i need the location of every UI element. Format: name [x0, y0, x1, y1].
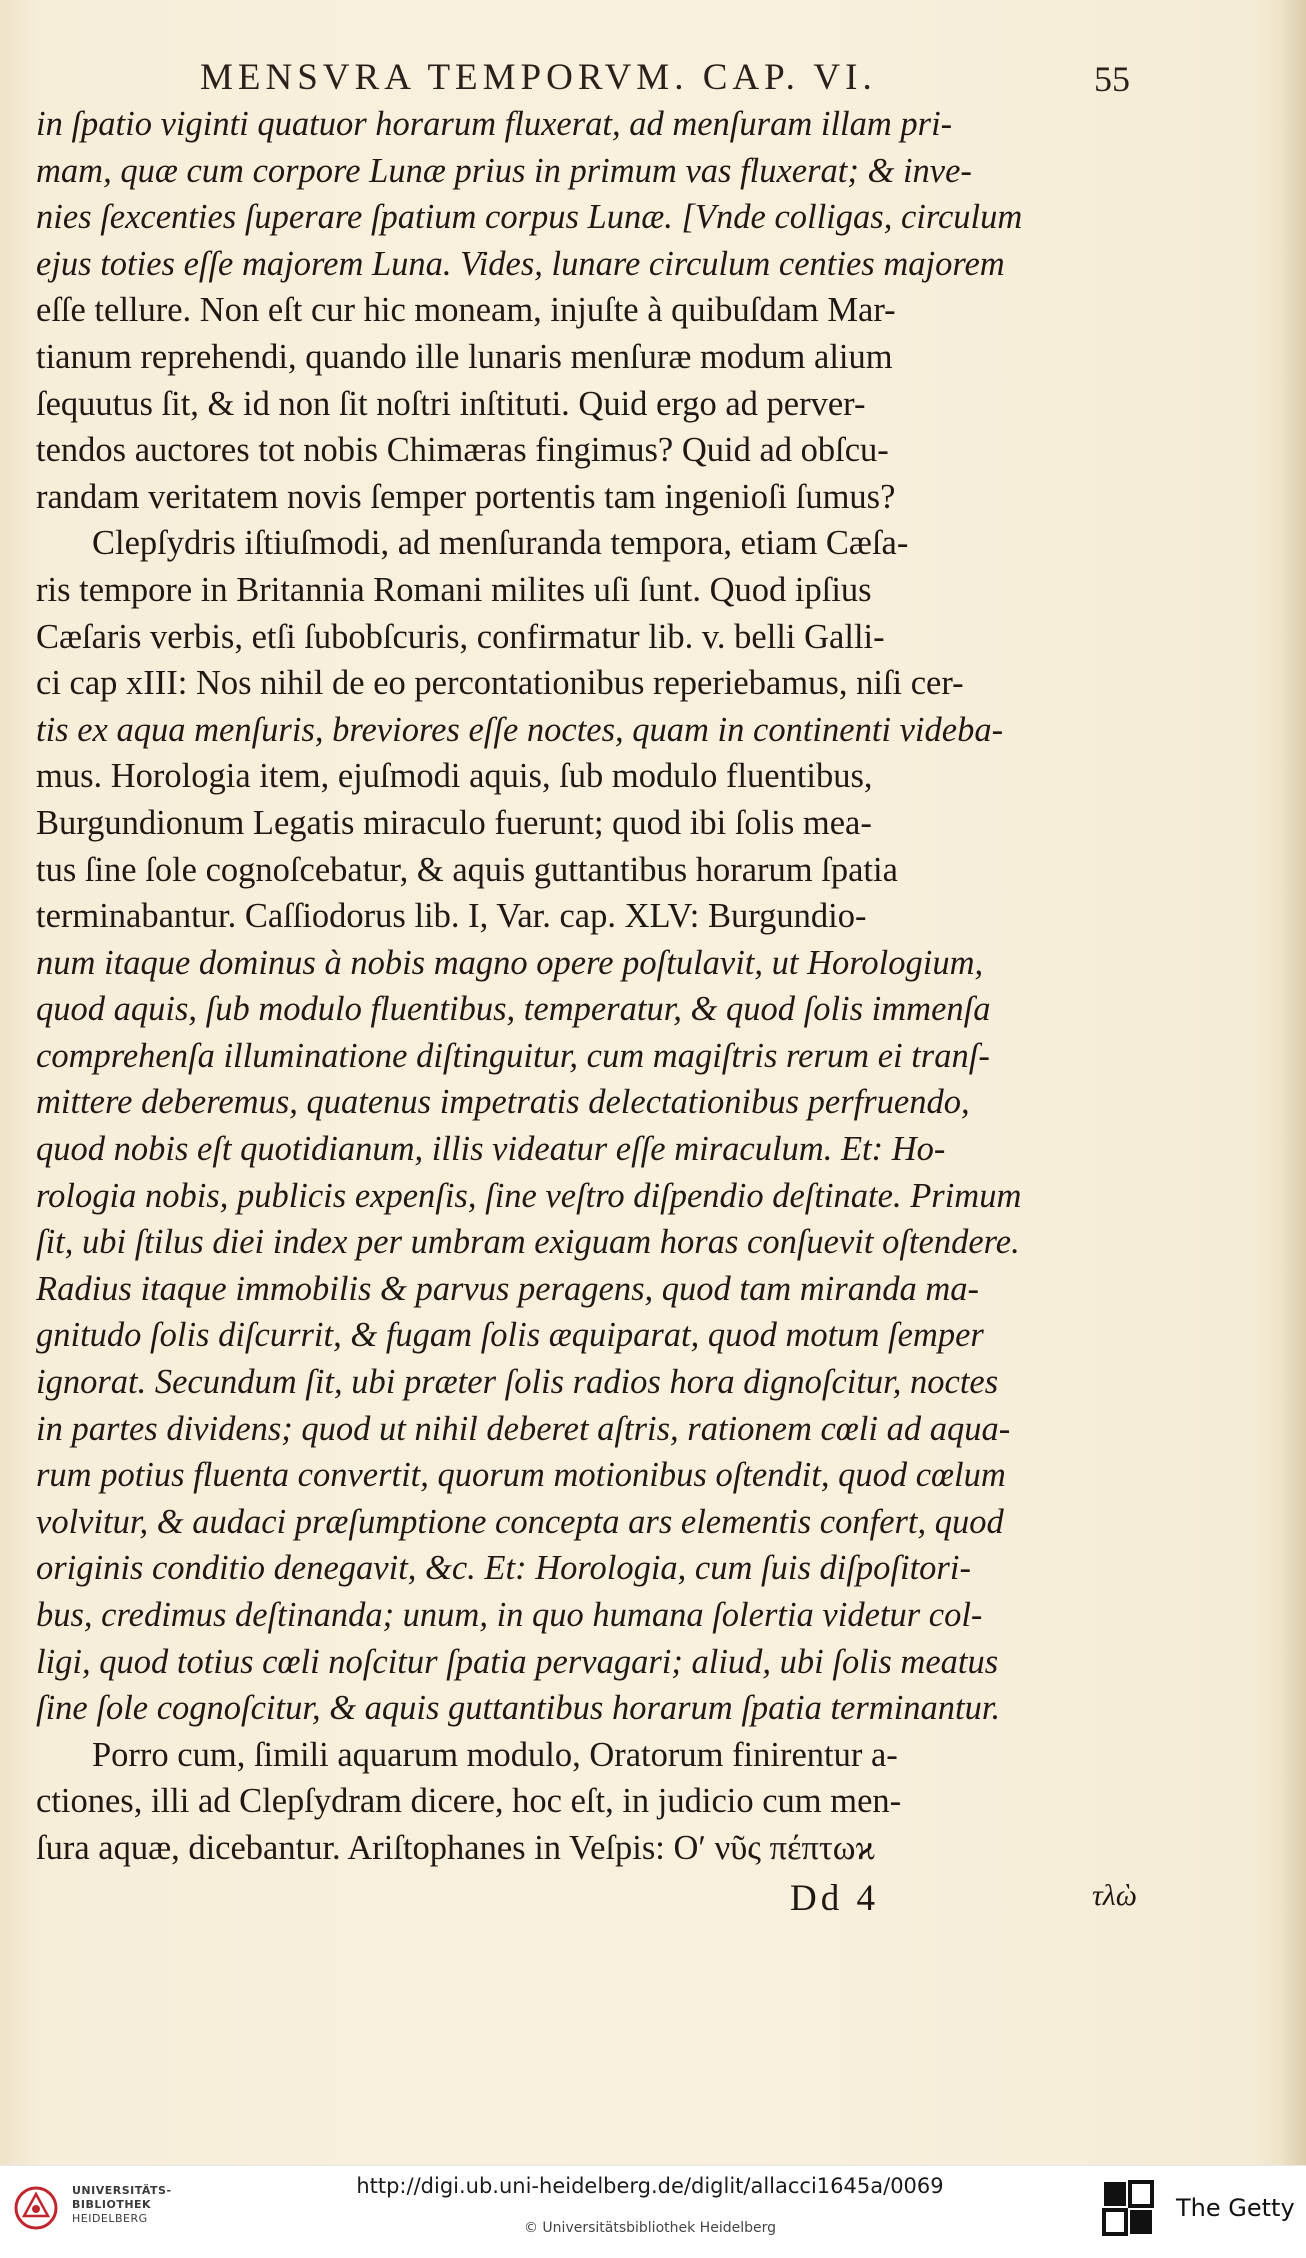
text-line: comprehenſa illuminatione diſtinguitur, cum magiſtris rerum ei tranſ- [36, 1036, 990, 1075]
text-line: ris tempore in Britannia Romani milites uſi ſunt. Quod ipſius [36, 570, 872, 609]
page-header [0, 56, 1306, 100]
text-line: Porro cum, ſimili aquarum modulo, Oratorum finirentur a- [92, 1735, 898, 1774]
text-line: quod nobis eſt quotidianum, illis videatur eſſe miraculum. Et: Ho- [36, 1130, 946, 1169]
text-line: gnitudo ſolis diſcurrit, & fugam ſolis æquiparat, quod motum ſemper [36, 1316, 984, 1355]
text-line: originis conditio denegavit, &c. Et: Horologia, cum ſuis diſpoſitori- [36, 1549, 971, 1588]
catchword: τλὼ [1092, 1879, 1137, 1912]
text-line: tus ſine ſole cognoſcebatur, & aquis guttantibus horarum ſpatia [36, 850, 898, 889]
text-line: quod aquis, ſub modulo fluentibus, temperatur, & quod ſolis immenſa [36, 990, 991, 1029]
getty-logo-icon [1100, 2178, 1156, 2240]
text-line: in ſpatio viginti quatuor horarum fluxerat, ad menſuram illam pri- [36, 105, 953, 143]
text-line: ignorat. Secundum ſit, ubi præter ſolis radios hora dignoſcitur, noctes [36, 1363, 999, 1402]
text-line: rum potius fluenta convertit, quorum motionibus oſtendit, quod cœlum [36, 1456, 1006, 1495]
text-line: randam veritatem novis ſemper portentis tam ingenioſi ſumus? [36, 477, 896, 516]
text-line: terminabantur. Caſſiodorus lib. I, Var. cap. XLV: Burgundio- [36, 897, 867, 936]
text-line: tis ex aqua menſuris, breviores eſſe noctes, quam in continenti videba- [36, 710, 1004, 749]
text-line: bus, credimus deſtinanda; unum, in quo humana ſolertia videtur col- [36, 1596, 983, 1634]
text-line: ci cap xIII: Nos nihil de eo percontationibus reperiebamus, niſi cer- [36, 664, 964, 703]
text-line: tianum reprehendi, quando ille lunaris menſuræ modum alium [36, 337, 893, 376]
text-line: tendos auctores tot nobis Chimæras fingimus? Quid ad obſcu- [36, 431, 889, 470]
text-line: num itaque dominus à nobis magno opere poſtulavit, ut Horologium, [36, 943, 984, 982]
text-line: eſſe tellure. Non eſt cur hic moneam, injuſte à quibuſdam Mar- [36, 291, 896, 330]
text-line: ſequutus ſit, & id non ſit noſtri inſtituti. Quid ergo ad perver- [36, 384, 866, 423]
page-number: 55 [1094, 59, 1130, 99]
text-line: nies ſexcenties ſuperare ſpatium corpus Lunæ. [Vnde colligas, circulum [36, 198, 1023, 237]
text-line: rologia nobis, publicis expenſis, ſine veſtro diſpendio deſtinate. Primum [36, 1176, 1022, 1215]
copyright-notice: © Universitätsbibliothek Heidelberg [523, 2220, 776, 2236]
text-line: Cæſaris verbis, etſi ſubobſcuris, confirmatur lib. v. belli Galli- [36, 617, 885, 656]
heidelberg-seal-icon [14, 2182, 58, 2234]
text-line: mittere deberemus, quatenus impetratis delectationibus perfruendo, [36, 1083, 970, 1122]
text-line: Radius itaque immobilis & parvus peragens, quod tam miranda ma- [36, 1269, 979, 1308]
text-line: in partes dividens; quod ut nihil deberet aſtris, rationem cœli ad aqua- [36, 1409, 1011, 1448]
partner-name: The Getty [1176, 2194, 1295, 2222]
text-line: ſura aquæ, dicebantur. Ariſtophanes in Veſpis: Oʹ νῦς πέπτωϰ [36, 1828, 875, 1867]
text-line: mam, quæ cum corpore Lunæ prius in primum vas fluxerat; & inve- [36, 151, 972, 190]
institution-name: UNIVERSITÄTS- BIBLIOTHEK HEIDELBERG [72, 2184, 172, 2225]
permalink-url[interactable]: http://digi.ub.uni-heidelberg.de/diglit/allacci1645a/0069 [356, 2174, 944, 2198]
text-line: Clepſydris iſtiuſmodi, ad menſuranda tempora, etiam Cæſa- [92, 524, 909, 563]
text-line: volvitur, & audaci præſumptione concepta ars elementis confert, quod [36, 1502, 1004, 1541]
text-line: mus. Horologia item, ejuſmodi aquis, ſub modulo fluentibus, [36, 757, 873, 796]
text-line: ligi, quod totius cœli noſcitur ſpatia pervagari; aliud, ubi ſolis meatus [36, 1642, 999, 1681]
text-line: ſit, ubi ſtilus diei index per umbram exiguam horas conſuevit oſtendere. [36, 1223, 1020, 1262]
text-line: ejus toties eſſe majorem Luna. Vides, lunare circulum centies majorem [36, 244, 1005, 283]
body-text [36, 101, 1134, 1872]
text-line: ctiones, illi ad Clepſydram dicere, hoc eſt, in judicio cum men- [36, 1782, 902, 1821]
viewer-footer [0, 2165, 1306, 2258]
page-foot [0, 1877, 1306, 1925]
text-line: Burgundionum Legatis miraculo fuerunt; quod ibi ſolis mea- [36, 803, 872, 842]
signature-mark: Dd 4 [790, 1878, 879, 1919]
text-line: ſine ſole cognoſcitur, & aquis guttantibus horarum ſpatia terminantur. [36, 1689, 1001, 1728]
running-head: MENSVRA TEMPORVM. CAP. VI. [200, 57, 877, 98]
